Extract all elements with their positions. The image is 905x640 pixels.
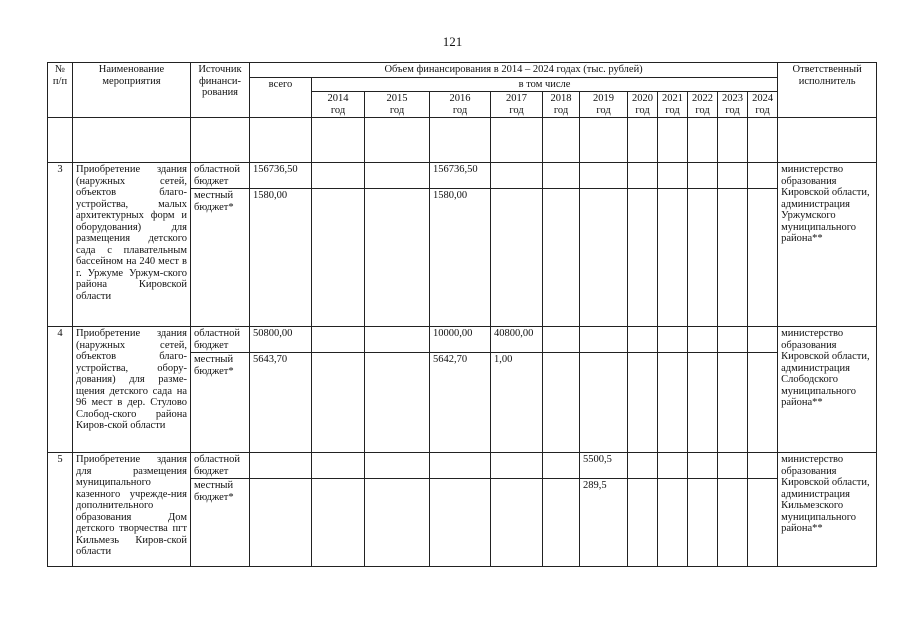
header-volume: Объем финансирования в 2014 – 2024 годах (тыс. рублей) [250,63,778,78]
cell-value: 10000,00 [430,327,491,353]
year-header: 2019 год [580,92,628,118]
year-header: 2020 год [628,92,658,118]
cell-value [748,453,778,479]
cell-value [688,479,718,567]
row-number: 5 [48,453,73,567]
cell-value [718,327,748,353]
header-source: Источник финанси-рования [191,63,250,118]
cell-value [580,163,628,189]
cell-value [628,353,658,453]
row-name: Приобретение здания (наружных сетей, объектов благо-устройства, обору-дования) для разме-щения детского сада на 96 мест в дер. Стулово Слобод-ского района Киров-ской области [73,327,191,453]
cell-value [365,453,430,479]
cell-total: 5643,70 [250,353,312,453]
row-responsible: министерство образования Кировской области, администрация Кильмезского муниципального района** [778,453,877,567]
cell-value [365,327,430,353]
cell-value [543,479,580,567]
row-responsible: министерство образования Кировской области, администрация Уржумского муниципального района** [778,163,877,327]
header-spacer-row [48,118,877,163]
cell-value [718,189,748,327]
cell-value [543,163,580,189]
cell-total: 156736,50 [250,163,312,189]
page-number: 121 [442,34,463,49]
year-header: 2024 год [748,92,778,118]
cell-value [491,189,543,327]
cell-value [580,189,628,327]
cell-value [688,453,718,479]
row-responsible: министерство образования Кировской области, администрация Слободского муниципального района** [778,327,877,453]
header-num: № п/п [48,63,73,118]
cell-value [491,163,543,189]
row-name: Приобретение здания для размещения муниципального казенного учрежде-ния дополнительного образования Дом детского творчества пгт Кильмезь Киров-ской области [73,453,191,567]
source-label: областной бюджет [191,327,250,353]
cell-value [718,479,748,567]
cell-value [365,353,430,453]
cell-value [365,479,430,567]
cell-value [543,353,580,453]
year-header: 2016 год [430,92,491,118]
cell-value: 40800,00 [491,327,543,353]
year-header: 2017 год [491,92,543,118]
cell-value [580,353,628,453]
cell-value: 156736,50 [430,163,491,189]
cell-total [250,453,312,479]
cell-value [718,163,748,189]
source-label: областной бюджет [191,453,250,479]
cell-value [658,327,688,353]
cell-value [312,453,365,479]
source-label: местный бюджет* [191,479,250,567]
cell-value [312,353,365,453]
cell-value [688,189,718,327]
cell-value [312,479,365,567]
year-header: 2018 год [543,92,580,118]
source-label: местный бюджет* [191,353,250,453]
cell-value: 5642,70 [430,353,491,453]
cell-value [748,353,778,453]
cell-value [628,189,658,327]
cell-value [430,453,491,479]
year-header: 2022 год [688,92,718,118]
cell-value [688,163,718,189]
cell-value [748,479,778,567]
row-number: 3 [48,163,73,327]
cell-value [365,189,430,327]
cell-value [543,327,580,353]
source-label: областной бюджет [191,163,250,189]
cell-value [748,189,778,327]
cell-value [543,189,580,327]
cell-value [658,479,688,567]
cell-value [628,479,658,567]
header-total: всего [250,77,312,118]
header-row-1 [48,63,877,78]
cell-value [430,479,491,567]
cell-value [718,353,748,453]
table-row [48,163,877,189]
cell-value [658,453,688,479]
cell-total [250,479,312,567]
cell-value: 1,00 [491,353,543,453]
cell-total: 50800,00 [250,327,312,353]
cell-value [312,163,365,189]
cell-value [491,453,543,479]
cell-value [312,189,365,327]
cell-value [748,163,778,189]
cell-value [748,327,778,353]
cell-value [365,163,430,189]
cell-total: 1580,00 [250,189,312,327]
cell-value: 289,5 [580,479,628,567]
cell-value [628,163,658,189]
header-responsible: Ответственный исполнитель [778,63,877,118]
financing-table [47,62,877,567]
cell-value: 5500,5 [580,453,628,479]
header-name: Наименование мероприятия [73,63,191,118]
cell-value [688,353,718,453]
cell-value [543,453,580,479]
cell-value [580,327,628,353]
cell-value [491,479,543,567]
cell-value [628,327,658,353]
year-header: 2015 год [365,92,430,118]
cell-value [628,453,658,479]
header-including: в том числе [312,77,778,92]
year-header: 2021 год [658,92,688,118]
cell-value [312,327,365,353]
cell-value [658,189,688,327]
cell-value [718,453,748,479]
year-header: 2014 год [312,92,365,118]
cell-value [658,353,688,453]
cell-value [688,327,718,353]
row-name: Приобретение здания (наружных сетей, объектов благо-устройства, малых архитектурных форм и оборудования) для размещения детского сада с плавательным бассейном на 240 мест в г. Уржуме Уржум-ского района Кировской области [73,163,191,327]
table-row [48,327,877,353]
table-row [48,453,877,479]
row-number: 4 [48,327,73,453]
cell-value [658,163,688,189]
year-header: 2023 год [718,92,748,118]
cell-value: 1580,00 [430,189,491,327]
source-label: местный бюджет* [191,189,250,327]
